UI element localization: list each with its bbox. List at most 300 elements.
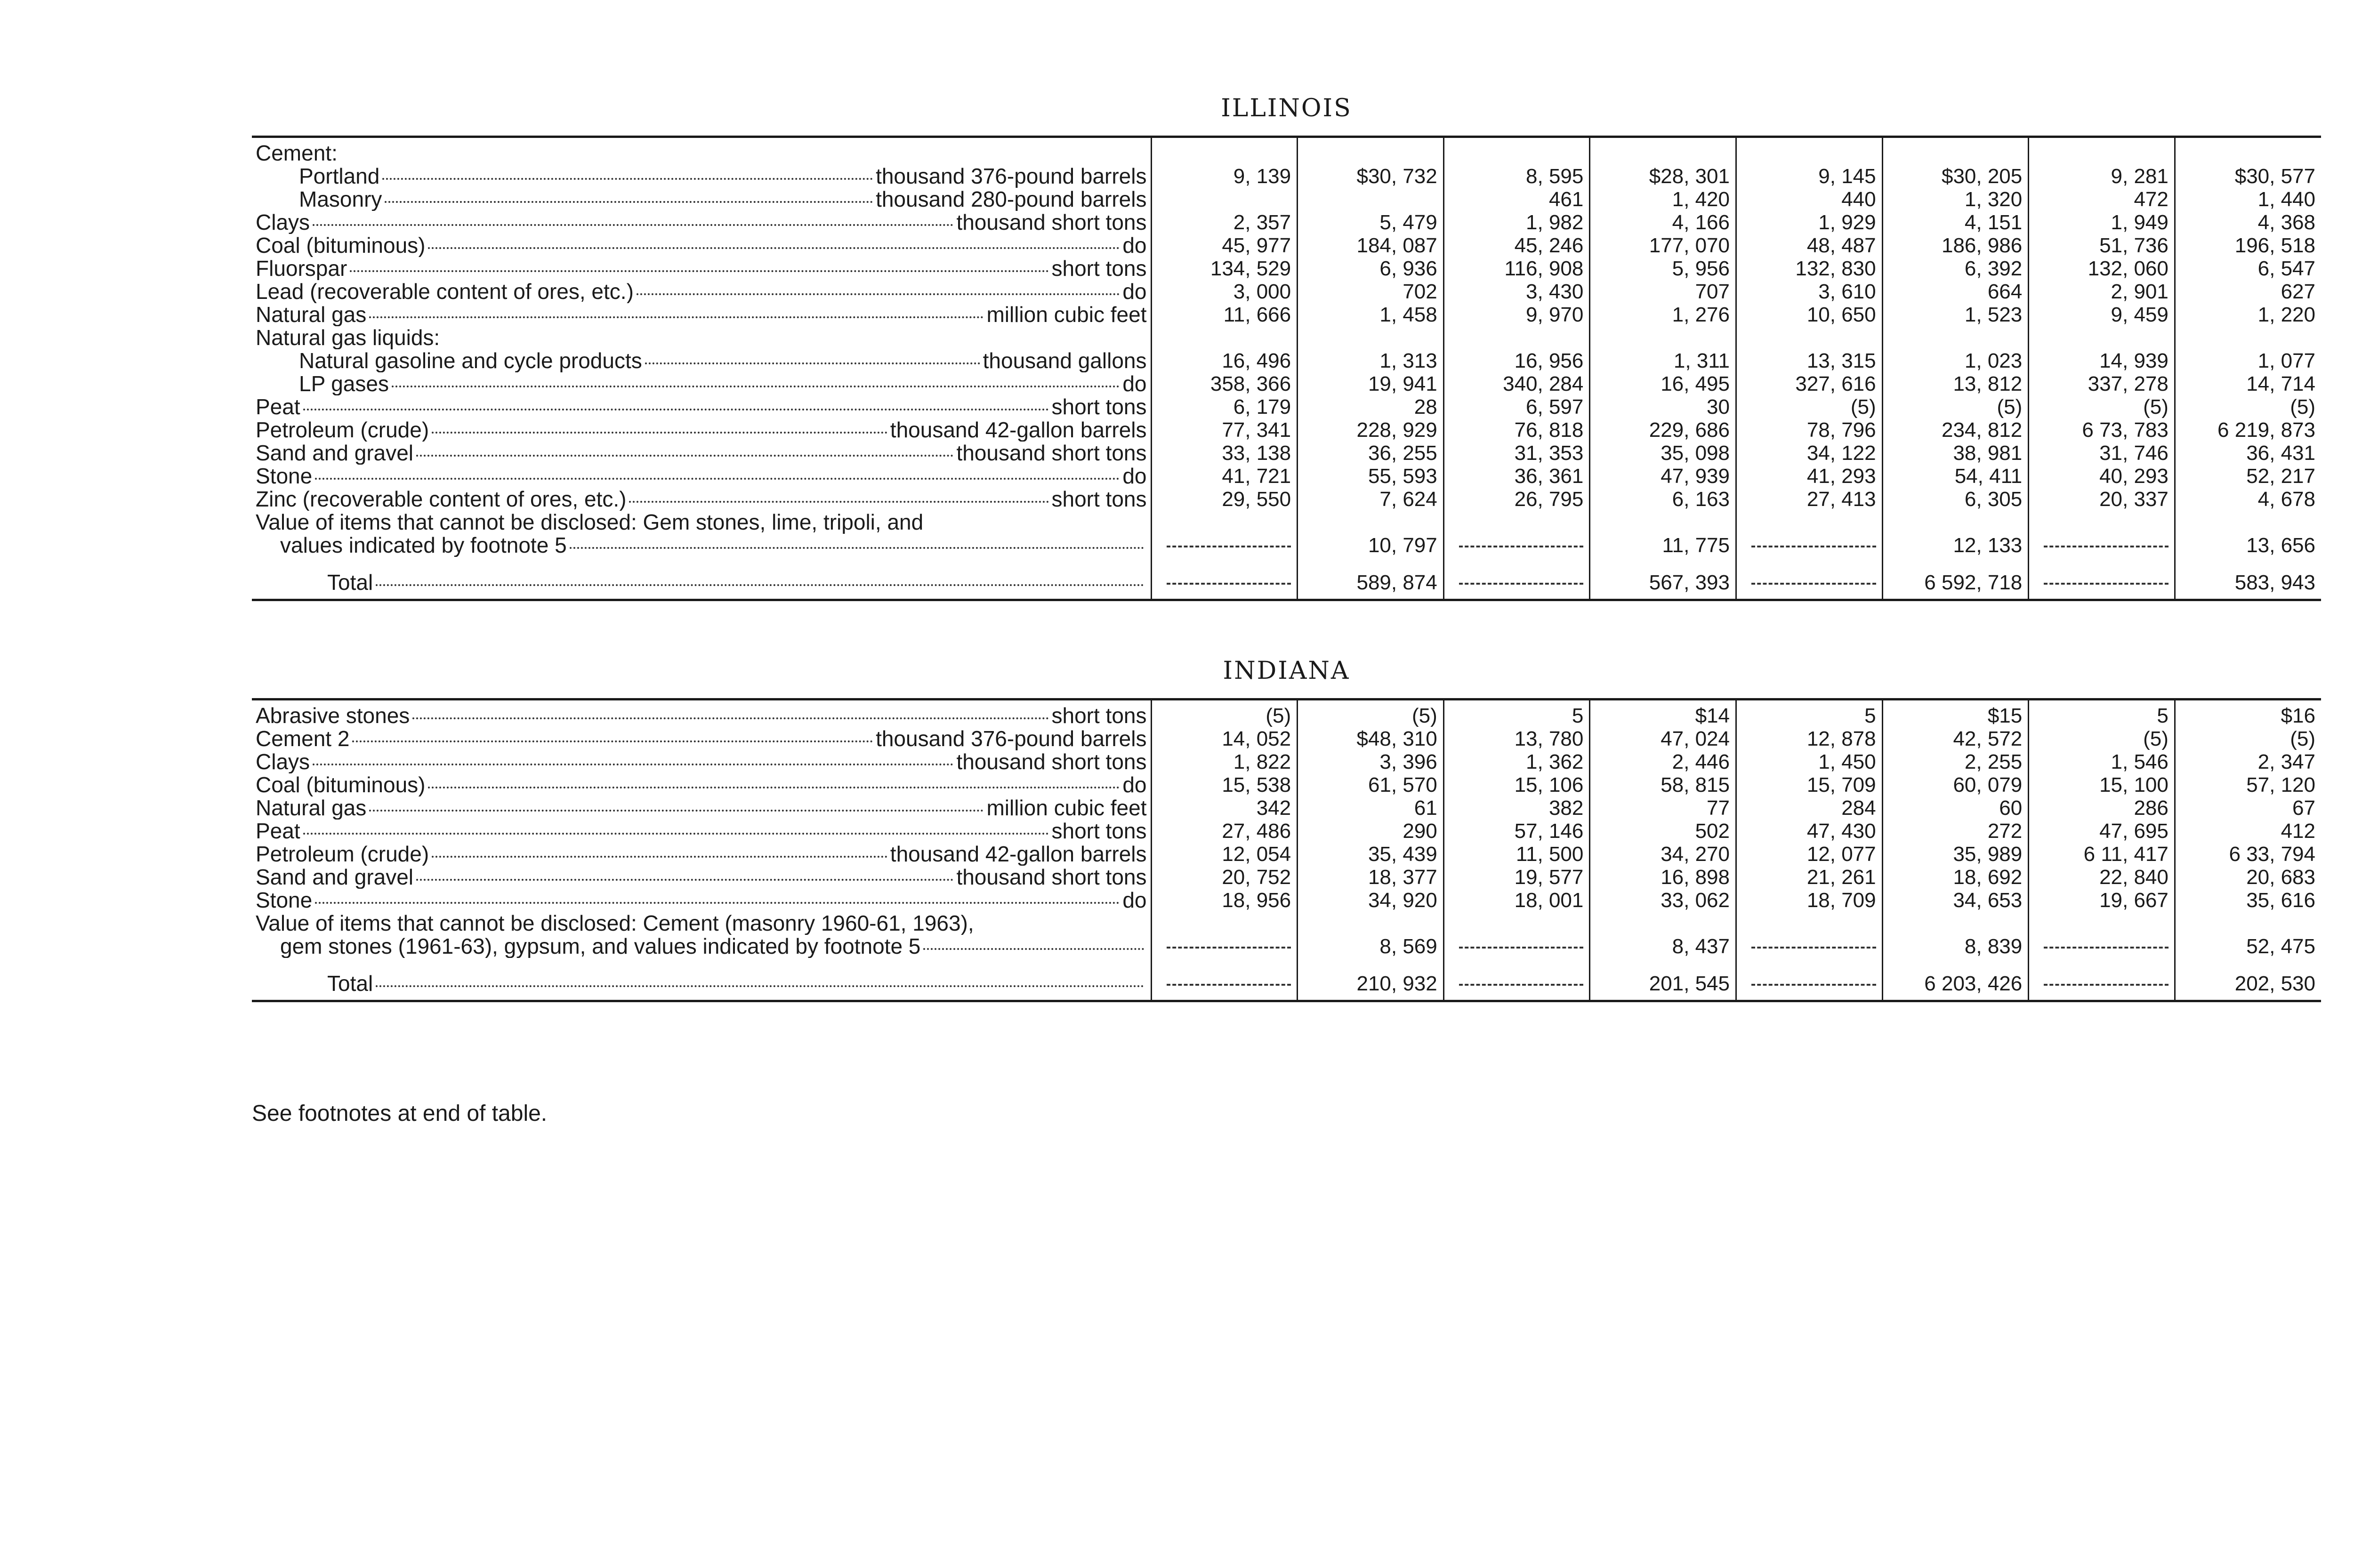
total-label xyxy=(252,557,1151,599)
value-cell: 707 xyxy=(1590,280,1736,303)
value-cell: 14, 939 xyxy=(2029,349,2175,372)
row-label xyxy=(252,211,1151,234)
value-cell: 36, 255 xyxy=(1298,442,1444,465)
value-cell: 34, 653 xyxy=(1882,889,2029,912)
value-cell: 3, 396 xyxy=(1298,750,1444,773)
total-row xyxy=(252,958,2321,1000)
value-cell: 6 219, 873 xyxy=(2175,418,2321,442)
value-cell: 228, 929 xyxy=(1298,418,1444,442)
blank-cell xyxy=(2029,557,2175,599)
undisclosed-row xyxy=(252,935,2321,958)
value-cell: 15, 709 xyxy=(1736,773,1883,796)
material-name: Fluorspar xyxy=(256,257,347,280)
value-cell xyxy=(1882,912,2029,935)
value-cell: 5 xyxy=(1736,700,1883,727)
value-cell: 4, 166 xyxy=(1590,211,1736,234)
indiana-title: INDIANA xyxy=(1223,657,1350,685)
value-cell: 19, 577 xyxy=(1443,866,1590,889)
value-cell: 1, 220 xyxy=(2175,303,2321,326)
value-cell: 2, 347 xyxy=(2175,750,2321,773)
value-cell: 290 xyxy=(1298,820,1444,843)
table-row xyxy=(252,372,2321,395)
value-cell: 35, 989 xyxy=(1882,843,2029,866)
table-row xyxy=(252,349,2321,372)
value-cell: 2, 357 xyxy=(1151,211,1298,234)
row-label xyxy=(252,280,1151,303)
value-cell: 5 xyxy=(1443,700,1590,727)
value-cell: 35, 098 xyxy=(1590,442,1736,465)
value-cell: 4, 151 xyxy=(1882,211,2029,234)
value-cell: 60 xyxy=(1882,796,2029,820)
leader-dots xyxy=(432,432,887,434)
value-cell: 286 xyxy=(2029,796,2175,820)
total-row xyxy=(252,557,2321,599)
leader-dots xyxy=(352,740,873,742)
value-cell: 12, 054 xyxy=(1151,843,1298,866)
group-row xyxy=(252,326,2321,349)
value-cell: 41, 293 xyxy=(1736,465,1883,488)
row-label xyxy=(252,843,1151,866)
value-cell: 34, 122 xyxy=(1736,442,1883,465)
value-cell: 38, 981 xyxy=(1882,442,2029,465)
leader-dots xyxy=(416,879,953,881)
value-cell xyxy=(1298,326,1444,349)
value-cell: 48, 487 xyxy=(1736,234,1883,257)
value-cell: 3, 610 xyxy=(1736,280,1883,303)
value-cell: 337, 278 xyxy=(2029,372,2175,395)
value-cell: 1, 311 xyxy=(1590,349,1736,372)
blank-cell xyxy=(1443,935,1590,958)
value-cell xyxy=(2175,912,2321,935)
leader-dots xyxy=(923,948,1144,950)
table-row xyxy=(252,889,2321,912)
value-cell: 52, 475 xyxy=(2175,935,2321,958)
value-cell: 6, 392 xyxy=(1882,257,2029,280)
value-cell: (5) xyxy=(1298,700,1444,727)
value-cell: 583, 943 xyxy=(2175,557,2321,599)
material-name: Petroleum (crude) xyxy=(256,843,429,866)
material-name: Peat xyxy=(256,395,300,418)
group-label: Cement: xyxy=(256,141,338,165)
value-cell: (5) xyxy=(2029,395,2175,418)
value-cell: 132, 060 xyxy=(2029,257,2175,280)
value-cell: 1, 276 xyxy=(1590,303,1736,326)
blank-cell xyxy=(2029,534,2175,557)
unit-label: short tons xyxy=(1051,395,1147,418)
row-label xyxy=(252,465,1151,488)
value-cell: $15 xyxy=(1882,700,2029,727)
row-label xyxy=(252,418,1151,442)
value-cell: 51, 736 xyxy=(2029,234,2175,257)
value-cell: (5) xyxy=(2175,727,2321,750)
leader-dots xyxy=(570,547,1144,549)
value-cell: 34, 270 xyxy=(1590,843,1736,866)
table-row xyxy=(252,234,2321,257)
blank-cell xyxy=(1151,935,1298,958)
value-cell: 58, 815 xyxy=(1590,773,1736,796)
leader-dots xyxy=(376,584,1144,586)
value-cell: 27, 413 xyxy=(1736,488,1883,511)
value-cell: 13, 656 xyxy=(2175,534,2321,557)
material-name: Abrasive stones xyxy=(256,703,410,727)
value-cell: 342 xyxy=(1151,796,1298,820)
value-cell: 177, 070 xyxy=(1590,234,1736,257)
blank-cell xyxy=(1151,958,1298,1000)
unit-label: do xyxy=(1122,465,1147,488)
value-cell: (5) xyxy=(2029,727,2175,750)
value-cell: 1, 362 xyxy=(1443,750,1590,773)
value-cell: 1, 420 xyxy=(1590,188,1736,211)
value-cell: 9, 459 xyxy=(2029,303,2175,326)
value-cell: 186, 986 xyxy=(1882,234,2029,257)
value-cell: 412 xyxy=(2175,820,2321,843)
value-cell xyxy=(1590,511,1736,534)
value-cell: 1, 929 xyxy=(1736,211,1883,234)
value-cell: 7, 624 xyxy=(1298,488,1444,511)
material-name: Sand and gravel xyxy=(256,442,414,465)
unit-label: do xyxy=(1122,372,1147,395)
value-cell xyxy=(1736,326,1883,349)
value-cell: 18, 709 xyxy=(1736,889,1883,912)
material-name: Petroleum (crude) xyxy=(256,418,429,442)
indiana-table xyxy=(252,700,2321,1000)
value-cell: 4, 368 xyxy=(2175,211,2321,234)
value-cell: 6, 305 xyxy=(1882,488,2029,511)
leader-dots xyxy=(313,224,953,226)
blank-cell xyxy=(1736,534,1883,557)
value-cell: 6, 547 xyxy=(2175,257,2321,280)
value-cell: 22, 840 xyxy=(2029,866,2175,889)
value-cell: 33, 062 xyxy=(1590,889,1736,912)
value-cell: 77 xyxy=(1590,796,1736,820)
table-row xyxy=(252,303,2321,326)
value-cell: 5, 479 xyxy=(1298,211,1444,234)
value-cell: 11, 775 xyxy=(1590,534,1736,557)
leader-dots xyxy=(382,178,873,180)
unit-label: do xyxy=(1122,280,1147,303)
value-cell: 29, 550 xyxy=(1151,488,1298,511)
value-cell: 15, 106 xyxy=(1443,773,1590,796)
leader-dots xyxy=(369,316,984,318)
leader-dots xyxy=(313,764,953,765)
value-cell: 3, 430 xyxy=(1443,280,1590,303)
value-cell xyxy=(2029,912,2175,935)
leader-dots xyxy=(432,856,887,858)
row-label xyxy=(252,188,1151,211)
value-cell: 1, 313 xyxy=(1298,349,1444,372)
material-name: Coal (bituminous) xyxy=(256,234,426,257)
blank-cell xyxy=(1736,958,1883,1000)
unit-label: thousand 376-pound barrels xyxy=(876,727,1147,750)
value-cell: $48, 310 xyxy=(1298,727,1444,750)
material-name: Portland xyxy=(299,165,380,188)
unit-label: million cubic feet xyxy=(986,796,1147,820)
table-row xyxy=(252,280,2321,303)
value-cell: 6, 163 xyxy=(1590,488,1736,511)
undisclosed-text: values indicated by footnote 5 xyxy=(280,534,567,557)
value-cell: 12, 878 xyxy=(1736,727,1883,750)
value-cell: 1, 822 xyxy=(1151,750,1298,773)
value-cell: 10, 797 xyxy=(1298,534,1444,557)
value-cell: 1, 440 xyxy=(2175,188,2321,211)
illinois-table xyxy=(252,138,2321,599)
value-cell: 47, 939 xyxy=(1590,465,1736,488)
table-row xyxy=(252,700,2321,727)
leader-dots xyxy=(645,362,980,364)
value-cell: 6, 936 xyxy=(1298,257,1444,280)
value-cell: 234, 812 xyxy=(1882,418,2029,442)
value-cell: 6, 179 xyxy=(1151,395,1298,418)
value-cell xyxy=(1736,912,1883,935)
value-cell: 12, 133 xyxy=(1882,534,2029,557)
leader-dots xyxy=(392,386,1120,387)
value-cell: 47, 024 xyxy=(1590,727,1736,750)
value-cell: 45, 977 xyxy=(1151,234,1298,257)
value-cell: 78, 796 xyxy=(1736,418,1883,442)
value-cell: 116, 908 xyxy=(1443,257,1590,280)
value-cell xyxy=(1882,511,2029,534)
value-cell xyxy=(1151,511,1298,534)
table-row xyxy=(252,820,2321,843)
value-cell: 8, 569 xyxy=(1298,935,1444,958)
value-cell: 16, 496 xyxy=(1151,349,1298,372)
value-cell: 20, 337 xyxy=(2029,488,2175,511)
value-cell: 1, 450 xyxy=(1736,750,1883,773)
illinois-title: ILLINOIS xyxy=(1221,94,1352,122)
leader-dots xyxy=(637,293,1120,295)
unit-label: thousand short tons xyxy=(956,866,1147,889)
unit-label: short tons xyxy=(1051,703,1147,727)
unit-label: do xyxy=(1122,234,1147,257)
unit-label: thousand 42-gallon barrels xyxy=(890,418,1147,442)
value-cell: 1, 077 xyxy=(2175,349,2321,372)
value-cell: 3, 000 xyxy=(1151,280,1298,303)
blank-cell xyxy=(2029,935,2175,958)
leader-dots xyxy=(350,270,1048,272)
undisclosed-row xyxy=(252,912,2321,935)
value-cell: 31, 353 xyxy=(1443,442,1590,465)
blank-cell xyxy=(1443,958,1590,1000)
leader-dots xyxy=(385,201,873,203)
value-cell: 6 33, 794 xyxy=(2175,843,2321,866)
total-text: Total xyxy=(327,971,373,996)
value-cell: 19, 667 xyxy=(2029,889,2175,912)
value-cell: 196, 518 xyxy=(2175,234,2321,257)
row-label xyxy=(252,303,1151,326)
value-cell xyxy=(1151,326,1298,349)
leader-dots xyxy=(315,478,1120,480)
group-label: Natural gas liquids: xyxy=(256,326,440,349)
row-label xyxy=(252,165,1151,188)
leader-dots xyxy=(629,501,1048,503)
value-cell xyxy=(1443,912,1590,935)
undisclosed-label xyxy=(252,935,1151,958)
value-cell: 21, 261 xyxy=(1736,866,1883,889)
value-cell: (5) xyxy=(1736,395,1883,418)
value-cell: 8, 839 xyxy=(1882,935,2029,958)
value-cell: 41, 721 xyxy=(1151,465,1298,488)
illinois-section xyxy=(252,94,2321,601)
value-cell: 19, 941 xyxy=(1298,372,1444,395)
blank-cell xyxy=(1151,534,1298,557)
value-cell: 15, 100 xyxy=(2029,773,2175,796)
row-label xyxy=(252,750,1151,773)
value-cell: 2, 255 xyxy=(1882,750,2029,773)
value-cell: $30, 577 xyxy=(2175,165,2321,188)
material-name: Stone xyxy=(256,465,313,488)
value-cell: 567, 393 xyxy=(1590,557,1736,599)
value-cell: 47, 430 xyxy=(1736,820,1883,843)
value-cell: $16 xyxy=(2175,700,2321,727)
table-row xyxy=(252,211,2321,234)
value-cell: 6, 597 xyxy=(1443,395,1590,418)
value-cell: 134, 529 xyxy=(1151,257,1298,280)
value-cell: 2, 901 xyxy=(2029,280,2175,303)
material-name: Masonry xyxy=(299,188,382,211)
value-cell: 202, 530 xyxy=(2175,958,2321,1000)
leader-dots xyxy=(416,455,953,457)
value-cell: (5) xyxy=(2175,395,2321,418)
value-cell: 16, 495 xyxy=(1590,372,1736,395)
material-name: Lead (recoverable content of ores, etc.) xyxy=(256,280,634,303)
indiana-section xyxy=(252,657,2321,1002)
unit-label: thousand short tons xyxy=(956,750,1147,773)
value-cell: 1, 458 xyxy=(1298,303,1444,326)
table-row xyxy=(252,796,2321,820)
material-name: Natural gas xyxy=(256,796,367,820)
value-cell: 9, 970 xyxy=(1443,303,1590,326)
row-label xyxy=(252,234,1151,257)
blank-cell xyxy=(1736,557,1883,599)
unit-label: do xyxy=(1122,889,1147,912)
value-cell xyxy=(2175,326,2321,349)
value-cell: 55, 593 xyxy=(1298,465,1444,488)
value-cell: 8, 437 xyxy=(1590,935,1736,958)
row-label xyxy=(252,820,1151,843)
leader-dots xyxy=(303,409,1049,410)
table-row xyxy=(252,843,2321,866)
value-cell xyxy=(1590,326,1736,349)
leader-dots xyxy=(369,810,984,812)
unit-label: short tons xyxy=(1051,820,1147,843)
value-cell xyxy=(2029,511,2175,534)
undisclosed-label xyxy=(252,534,1151,557)
unit-label: short tons xyxy=(1051,488,1147,511)
unit-label: million cubic feet xyxy=(986,303,1147,326)
leader-dots xyxy=(315,902,1120,904)
unit-label: thousand 280-pound barrels xyxy=(876,188,1147,211)
value-cell: 472 xyxy=(2029,188,2175,211)
value-cell: 358, 366 xyxy=(1151,372,1298,395)
value-cell: 26, 795 xyxy=(1443,488,1590,511)
undisclosed-label: Value of items that cannot be disclosed: Cement (masonry 1960-61, 1963), xyxy=(256,912,974,935)
value-cell: 1, 320 xyxy=(1882,188,2029,211)
indiana-bottom-rule xyxy=(252,1000,2321,1002)
value-cell: 284 xyxy=(1736,796,1883,820)
table-row xyxy=(252,488,2321,511)
value-cell: 16, 898 xyxy=(1590,866,1736,889)
value-cell: 35, 439 xyxy=(1298,843,1444,866)
blank-cell xyxy=(1736,935,1883,958)
row-label xyxy=(252,700,1151,727)
table-row xyxy=(252,188,2321,211)
value-cell: $30, 732 xyxy=(1298,165,1444,188)
table-row xyxy=(252,442,2321,465)
value-cell: 11, 500 xyxy=(1443,843,1590,866)
value-cell: 54, 411 xyxy=(1882,465,2029,488)
material-name: LP gases xyxy=(299,372,389,395)
value-cell: 12, 077 xyxy=(1736,843,1883,866)
material-name: Cement 2 xyxy=(256,727,350,750)
table-row xyxy=(252,750,2321,773)
value-cell xyxy=(2029,326,2175,349)
value-cell: 461 xyxy=(1443,188,1590,211)
value-cell xyxy=(2175,511,2321,534)
material-name: Natural gas xyxy=(256,303,367,326)
value-cell xyxy=(1151,912,1298,935)
row-label xyxy=(252,395,1151,418)
value-cell: 18, 001 xyxy=(1443,889,1590,912)
value-cell: $30, 205 xyxy=(1882,165,2029,188)
value-cell: 47, 695 xyxy=(2029,820,2175,843)
value-cell: 13, 812 xyxy=(1882,372,2029,395)
total-text: Total xyxy=(327,570,373,595)
material-name: Natural gasoline and cycle products xyxy=(299,349,642,372)
value-cell: 33, 138 xyxy=(1151,442,1298,465)
row-label xyxy=(252,866,1151,889)
value-cell: 702 xyxy=(1298,280,1444,303)
undisclosed-label: Value of items that cannot be disclosed: Gem stones, lime, tripoli, and xyxy=(256,511,924,534)
unit-label: thousand 376-pound barrels xyxy=(876,165,1147,188)
value-cell: 14, 714 xyxy=(2175,372,2321,395)
row-label xyxy=(252,257,1151,280)
value-cell: 13, 780 xyxy=(1443,727,1590,750)
value-cell: 229, 686 xyxy=(1590,418,1736,442)
blank-cell xyxy=(2029,958,2175,1000)
value-cell: 52, 217 xyxy=(2175,465,2321,488)
value-cell: 18, 377 xyxy=(1298,866,1444,889)
value-cell: 1, 523 xyxy=(1882,303,2029,326)
value-cell: 18, 692 xyxy=(1882,866,2029,889)
value-cell: 8, 595 xyxy=(1443,165,1590,188)
group-row xyxy=(252,138,2321,165)
value-cell: 201, 545 xyxy=(1590,958,1736,1000)
value-cell: (5) xyxy=(1882,395,2029,418)
value-cell xyxy=(1298,511,1444,534)
value-cell: 627 xyxy=(2175,280,2321,303)
value-cell: 1, 949 xyxy=(2029,211,2175,234)
value-cell: 664 xyxy=(1882,280,2029,303)
value-cell: 40, 293 xyxy=(2029,465,2175,488)
value-cell: 42, 572 xyxy=(1882,727,2029,750)
value-cell: (5) xyxy=(1151,700,1298,727)
value-cell: 6 203, 426 xyxy=(1882,958,2029,1000)
blank-cell xyxy=(1443,534,1590,557)
blank-cell xyxy=(1151,557,1298,599)
value-cell: 382 xyxy=(1443,796,1590,820)
value-cell: 31, 746 xyxy=(2029,442,2175,465)
row-label xyxy=(252,349,1151,372)
leader-dots xyxy=(412,717,1048,719)
value-cell: 20, 752 xyxy=(1151,866,1298,889)
value-cell: 57, 146 xyxy=(1443,820,1590,843)
table-row xyxy=(252,866,2321,889)
value-cell: 27, 486 xyxy=(1151,820,1298,843)
value-cell: 9, 281 xyxy=(2029,165,2175,188)
value-cell: 36, 361 xyxy=(1443,465,1590,488)
value-cell: 57, 120 xyxy=(2175,773,2321,796)
undisclosed-row xyxy=(252,534,2321,557)
